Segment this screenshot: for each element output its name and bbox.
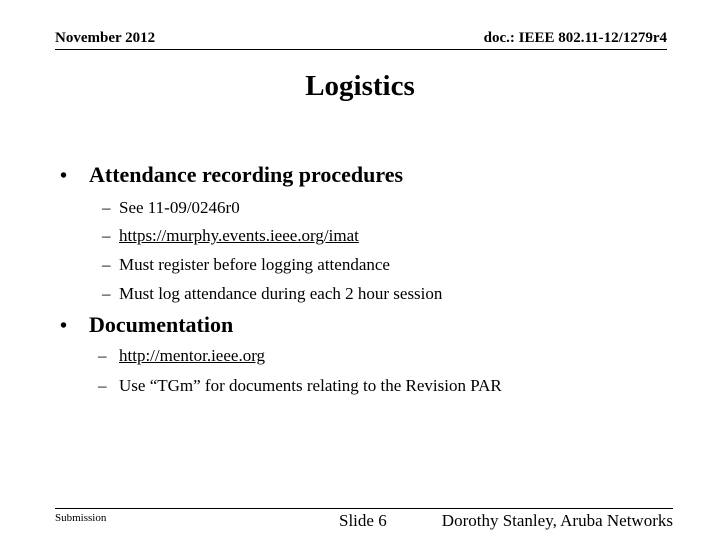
- footer-submission: Submission: [55, 512, 107, 524]
- bullet-dot: •: [60, 165, 68, 187]
- imat-link[interactable]: https://murphy.events.ieee.org/imat: [119, 226, 359, 245]
- bullet-documentation: [60, 312, 233, 338]
- dash: –: [102, 198, 111, 217]
- bullet-dot: •: [60, 315, 68, 337]
- header-doc-id: doc.: IEEE 802.11-12/1279r4: [483, 30, 667, 46]
- sub-item-see-doc: [102, 198, 240, 218]
- sub-item-text: Must log attendance during each 2 hour session: [119, 284, 443, 303]
- footer-slide-number: Slide 6: [339, 511, 387, 530]
- footer-author: Dorothy Stanley, Aruba Networks: [441, 511, 673, 530]
- sub-item-imat-link: [102, 226, 359, 246]
- bullet-attendance: [60, 162, 403, 188]
- dash: –: [98, 346, 107, 365]
- dash: –: [98, 376, 107, 395]
- header-divider: [55, 49, 667, 50]
- mentor-link[interactable]: http://mentor.ieee.org: [119, 346, 266, 365]
- dash: –: [102, 226, 111, 245]
- dash: –: [102, 255, 111, 274]
- dash: –: [102, 284, 111, 303]
- sub-item-mentor-link: [98, 346, 265, 366]
- sub-item-tgm: [98, 376, 502, 396]
- bullet-documentation-text: Documentation: [89, 312, 234, 337]
- sub-item-text: See 11-09/0246r0: [119, 198, 240, 217]
- slide-title: Logistics: [305, 70, 415, 102]
- sub-item-text: Use “TGm” for documents relating to the Revision PAR: [119, 376, 502, 395]
- sub-item-register: [102, 255, 390, 275]
- footer-divider: [55, 508, 673, 509]
- sub-item-text: Must register before logging attendance: [119, 255, 390, 274]
- bullet-attendance-text: Attendance recording procedures: [89, 162, 404, 187]
- header-date: November 2012: [55, 30, 156, 46]
- sub-item-log-attendance: [102, 284, 442, 304]
